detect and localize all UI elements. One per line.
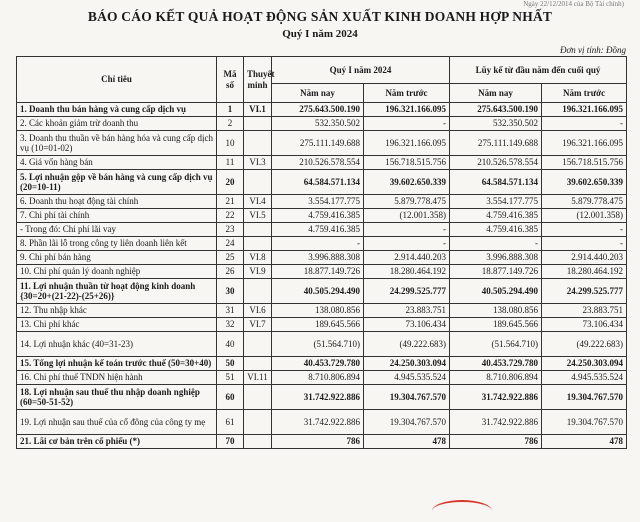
col-header-ytd-this-year: Năm nay: [450, 84, 542, 103]
row-note: [244, 131, 272, 156]
quarter-this-year-value: 4.759.416.385: [272, 209, 364, 223]
quarter-this-year-value: -: [272, 237, 364, 251]
col-group-ytd: Lũy kế từ đầu năm đến cuối quý: [450, 57, 627, 84]
ytd-this-year-value: 40.453.729.780: [450, 357, 542, 371]
quarter-prev-year-value: 18.280.464.192: [364, 265, 450, 279]
ytd-prev-year-value: 24.299.525.777: [542, 279, 627, 304]
row-code: 25: [217, 251, 244, 265]
col-header-thuyet-minh: Thuyết minh: [244, 57, 272, 103]
quarter-this-year-value: 275.643.500.190: [272, 103, 364, 117]
row-code: 70: [217, 435, 244, 449]
row-code: 1: [217, 103, 244, 117]
row-label: 5. Lợi nhuận gộp về bán hàng và cung cấp dịch vụ (20=10-11): [17, 170, 217, 195]
quarter-prev-year-value: -: [364, 223, 450, 237]
row-note: VI.1: [244, 103, 272, 117]
row-note: VI.6: [244, 304, 272, 318]
quarter-prev-year-value: 196.321.166.095: [364, 131, 450, 156]
income-statement-table: [16, 56, 627, 449]
row-note: [244, 332, 272, 357]
row-label: 19. Lợi nhuận sau thuế của cổ đông của công ty mẹ: [17, 410, 217, 435]
table-row: [17, 279, 627, 304]
table-row: [17, 304, 627, 318]
row-note: [244, 170, 272, 195]
ytd-this-year-value: 4.759.416.385: [450, 223, 542, 237]
row-note: [244, 223, 272, 237]
quarter-this-year-value: (51.564.710): [272, 332, 364, 357]
quarter-prev-year-value: 19.304.767.570: [364, 410, 450, 435]
quarter-prev-year-value: 73.106.434: [364, 318, 450, 332]
quarter-prev-year-value: 19.304.767.570: [364, 385, 450, 410]
quarter-this-year-value: 275.111.149.688: [272, 131, 364, 156]
ytd-this-year-value: -: [450, 237, 542, 251]
quarter-prev-year-value: (12.001.358): [364, 209, 450, 223]
row-label: 2. Các khoản giảm trừ doanh thu: [17, 117, 217, 131]
ytd-this-year-value: 138.080.856: [450, 304, 542, 318]
quarter-this-year-value: 31.742.922.886: [272, 385, 364, 410]
row-note: VI.7: [244, 318, 272, 332]
row-code: 51: [217, 371, 244, 385]
row-note: VI.11: [244, 371, 272, 385]
ytd-prev-year-value: -: [542, 223, 627, 237]
row-label: 8. Phần lãi lỗ trong công ty liên doanh liên kết: [17, 237, 217, 251]
row-note: [244, 117, 272, 131]
row-code: 11: [217, 156, 244, 170]
table-row: [17, 318, 627, 332]
ytd-this-year-value: (51.564.710): [450, 332, 542, 357]
table-row: [17, 251, 627, 265]
ytd-this-year-value: 786: [450, 435, 542, 449]
quarter-this-year-value: 8.710.806.894: [272, 371, 364, 385]
quarter-prev-year-value: -: [364, 117, 450, 131]
report-title: BÁO CÁO KẾT QUẢ HOẠT ĐỘNG SẢN XUẤT KINH DOANH HỢP NHẤT: [87, 9, 553, 24]
table-row: [17, 410, 627, 435]
row-note: VI.4: [244, 195, 272, 209]
row-code: 30: [217, 279, 244, 304]
ytd-prev-year-value: (12.001.358): [542, 209, 627, 223]
row-label: 21. Lãi cơ bản trên cổ phiếu (*): [17, 435, 217, 449]
row-note: [244, 435, 272, 449]
table-row: [17, 103, 627, 117]
row-note: [244, 410, 272, 435]
ytd-this-year-value: 275.111.149.688: [450, 131, 542, 156]
row-code: 60: [217, 385, 244, 410]
row-label: 9. Chi phí bán hàng: [17, 251, 217, 265]
table-row: [17, 223, 627, 237]
row-code: 24: [217, 237, 244, 251]
row-code: 22: [217, 209, 244, 223]
ytd-prev-year-value: 5.879.778.475: [542, 195, 627, 209]
quarter-this-year-value: 189.645.566: [272, 318, 364, 332]
quarter-this-year-value: 40.505.294.490: [272, 279, 364, 304]
ytd-prev-year-value: 196.321.166.095: [542, 103, 627, 117]
table-row: [17, 237, 627, 251]
ytd-this-year-value: 31.742.922.886: [450, 410, 542, 435]
ytd-prev-year-value: 19.304.767.570: [542, 410, 627, 435]
quarter-this-year-value: 64.584.571.134: [272, 170, 364, 195]
row-code: 31: [217, 304, 244, 318]
ytd-prev-year-value: 39.602.650.339: [542, 170, 627, 195]
ytd-prev-year-value: 2.914.440.203: [542, 251, 627, 265]
row-code: 26: [217, 265, 244, 279]
table-row: [17, 209, 627, 223]
row-label: 14. Lợi nhuận khác (40=31-23): [17, 332, 217, 357]
col-header-ytd-prev-year: Năm trước: [542, 84, 627, 103]
row-note: VI.8: [244, 251, 272, 265]
quarter-prev-year-value: 478: [364, 435, 450, 449]
quarter-this-year-value: 4.759.416.385: [272, 223, 364, 237]
ytd-this-year-value: 210.526.578.554: [450, 156, 542, 170]
table-row: [17, 332, 627, 357]
quarter-prev-year-value: 4.945.535.524: [364, 371, 450, 385]
row-label: 16. Chi phí thuế TNDN hiện hành: [17, 371, 217, 385]
row-label: 13. Chi phí khác: [17, 318, 217, 332]
row-label: 6. Doanh thu hoạt động tài chính: [17, 195, 217, 209]
table-row: [17, 265, 627, 279]
ytd-prev-year-value: 73.106.434: [542, 318, 627, 332]
table-body: [17, 103, 627, 449]
row-note: [244, 357, 272, 371]
row-label: - Trong đó: Chi phí lãi vay: [17, 223, 217, 237]
table-row: [17, 371, 627, 385]
ytd-prev-year-value: 19.304.767.570: [542, 385, 627, 410]
row-note: VI.9: [244, 265, 272, 279]
quarter-prev-year-value: 39.602.650.339: [364, 170, 450, 195]
ytd-prev-year-value: -: [542, 117, 627, 131]
col-header-chi-tieu: Chỉ tiêu: [17, 57, 217, 103]
table-row: [17, 195, 627, 209]
row-label: 10. Chi phí quản lý doanh nghiệp: [17, 265, 217, 279]
red-seal-stamp: [432, 500, 492, 522]
ytd-prev-year-value: 24.250.303.094: [542, 357, 627, 371]
top-note: Ngày 22/12/2014 của Bộ Tài chính): [523, 0, 624, 8]
ytd-prev-year-value: 18.280.464.192: [542, 265, 627, 279]
ytd-this-year-value: 18.877.149.726: [450, 265, 542, 279]
table-row: [17, 357, 627, 371]
quarter-this-year-value: 138.080.856: [272, 304, 364, 318]
row-label: 1. Doanh thu bán hàng và cung cấp dịch vụ: [17, 103, 217, 117]
ytd-this-year-value: 40.505.294.490: [450, 279, 542, 304]
quarter-prev-year-value: 23.883.751: [364, 304, 450, 318]
table-row: [17, 117, 627, 131]
currency-unit: Đơn vị tính: Đồng: [559, 45, 626, 55]
quarter-prev-year-value: -: [364, 237, 450, 251]
row-code: 21: [217, 195, 244, 209]
quarter-this-year-value: 786: [272, 435, 364, 449]
ytd-this-year-value: 532.350.502: [450, 117, 542, 131]
row-code: 50: [217, 357, 244, 371]
table-row: [17, 170, 627, 195]
col-header-quarter-this-year: Năm nay: [272, 84, 364, 103]
row-label: 12. Thu nhập khác: [17, 304, 217, 318]
row-note: [244, 237, 272, 251]
quarter-prev-year-value: 156.718.515.756: [364, 156, 450, 170]
report-period: Quý I năm 2024: [282, 28, 358, 40]
row-label: 18. Lợi nhuận sau thuế thu nhập doanh nghiệp (60=50-51-52): [17, 385, 217, 410]
row-code: 61: [217, 410, 244, 435]
quarter-this-year-value: 18.877.149.726: [272, 265, 364, 279]
table-row: [17, 385, 627, 410]
row-label: 4. Giá vốn hàng bán: [17, 156, 217, 170]
ytd-this-year-value: 189.645.566: [450, 318, 542, 332]
row-label: 15. Tổng lợi nhuận kế toán trước thuế (50=30+40): [17, 357, 217, 371]
quarter-this-year-value: 40.453.729.780: [272, 357, 364, 371]
ytd-prev-year-value: 156.718.515.756: [542, 156, 627, 170]
quarter-prev-year-value: 24.299.525.777: [364, 279, 450, 304]
ytd-prev-year-value: -: [542, 237, 627, 251]
row-code: 20: [217, 170, 244, 195]
quarter-prev-year-value: 196.321.166.095: [364, 103, 450, 117]
quarter-prev-year-value: 24.250.303.094: [364, 357, 450, 371]
row-label: 7. Chi phí tài chính: [17, 209, 217, 223]
col-header-quarter-prev-year: Năm trước: [364, 84, 450, 103]
quarter-this-year-value: 3.996.888.308: [272, 251, 364, 265]
quarter-prev-year-value: 2.914.440.203: [364, 251, 450, 265]
row-label: 11. Lợi nhuận thuần từ hoạt động kinh doanh {30=20+(21-22)-(25+26)}: [17, 279, 217, 304]
row-code: 23: [217, 223, 244, 237]
quarter-prev-year-value: 5.879.778.475: [364, 195, 450, 209]
quarter-this-year-value: 210.526.578.554: [272, 156, 364, 170]
ytd-prev-year-value: 23.883.751: [542, 304, 627, 318]
ytd-prev-year-value: (49.222.683): [542, 332, 627, 357]
quarter-this-year-value: 3.554.177.775: [272, 195, 364, 209]
row-note: [244, 385, 272, 410]
ytd-prev-year-value: 4.945.535.524: [542, 371, 627, 385]
row-code: 32: [217, 318, 244, 332]
col-header-ma-so: Mã số: [217, 57, 244, 103]
ytd-prev-year-value: 196.321.166.095: [542, 131, 627, 156]
header-row-1: [17, 57, 627, 84]
row-label: 3. Doanh thu thuần về bán hàng hóa và cung cấp dịch vụ (10=01-02): [17, 131, 217, 156]
row-note: VI.3: [244, 156, 272, 170]
ytd-this-year-value: 8.710.806.894: [450, 371, 542, 385]
quarter-this-year-value: 532.350.502: [272, 117, 364, 131]
quarter-prev-year-value: (49.222.683): [364, 332, 450, 357]
quarter-this-year-value: 31.742.922.886: [272, 410, 364, 435]
ytd-this-year-value: 275.643.500.190: [450, 103, 542, 117]
table-row: [17, 435, 627, 449]
table-row: [17, 131, 627, 156]
row-code: 2: [217, 117, 244, 131]
ytd-prev-year-value: 478: [542, 435, 627, 449]
ytd-this-year-value: 31.742.922.886: [450, 385, 542, 410]
ytd-this-year-value: 4.759.416.385: [450, 209, 542, 223]
row-code: 10: [217, 131, 244, 156]
table-row: [17, 156, 627, 170]
ytd-this-year-value: 3.554.177.775: [450, 195, 542, 209]
ytd-this-year-value: 3.996.888.308: [450, 251, 542, 265]
row-note: [244, 279, 272, 304]
ytd-this-year-value: 64.584.571.134: [450, 170, 542, 195]
row-code: 40: [217, 332, 244, 357]
row-note: VI.5: [244, 209, 272, 223]
col-group-quarter: Quý I năm 2024: [272, 57, 450, 84]
